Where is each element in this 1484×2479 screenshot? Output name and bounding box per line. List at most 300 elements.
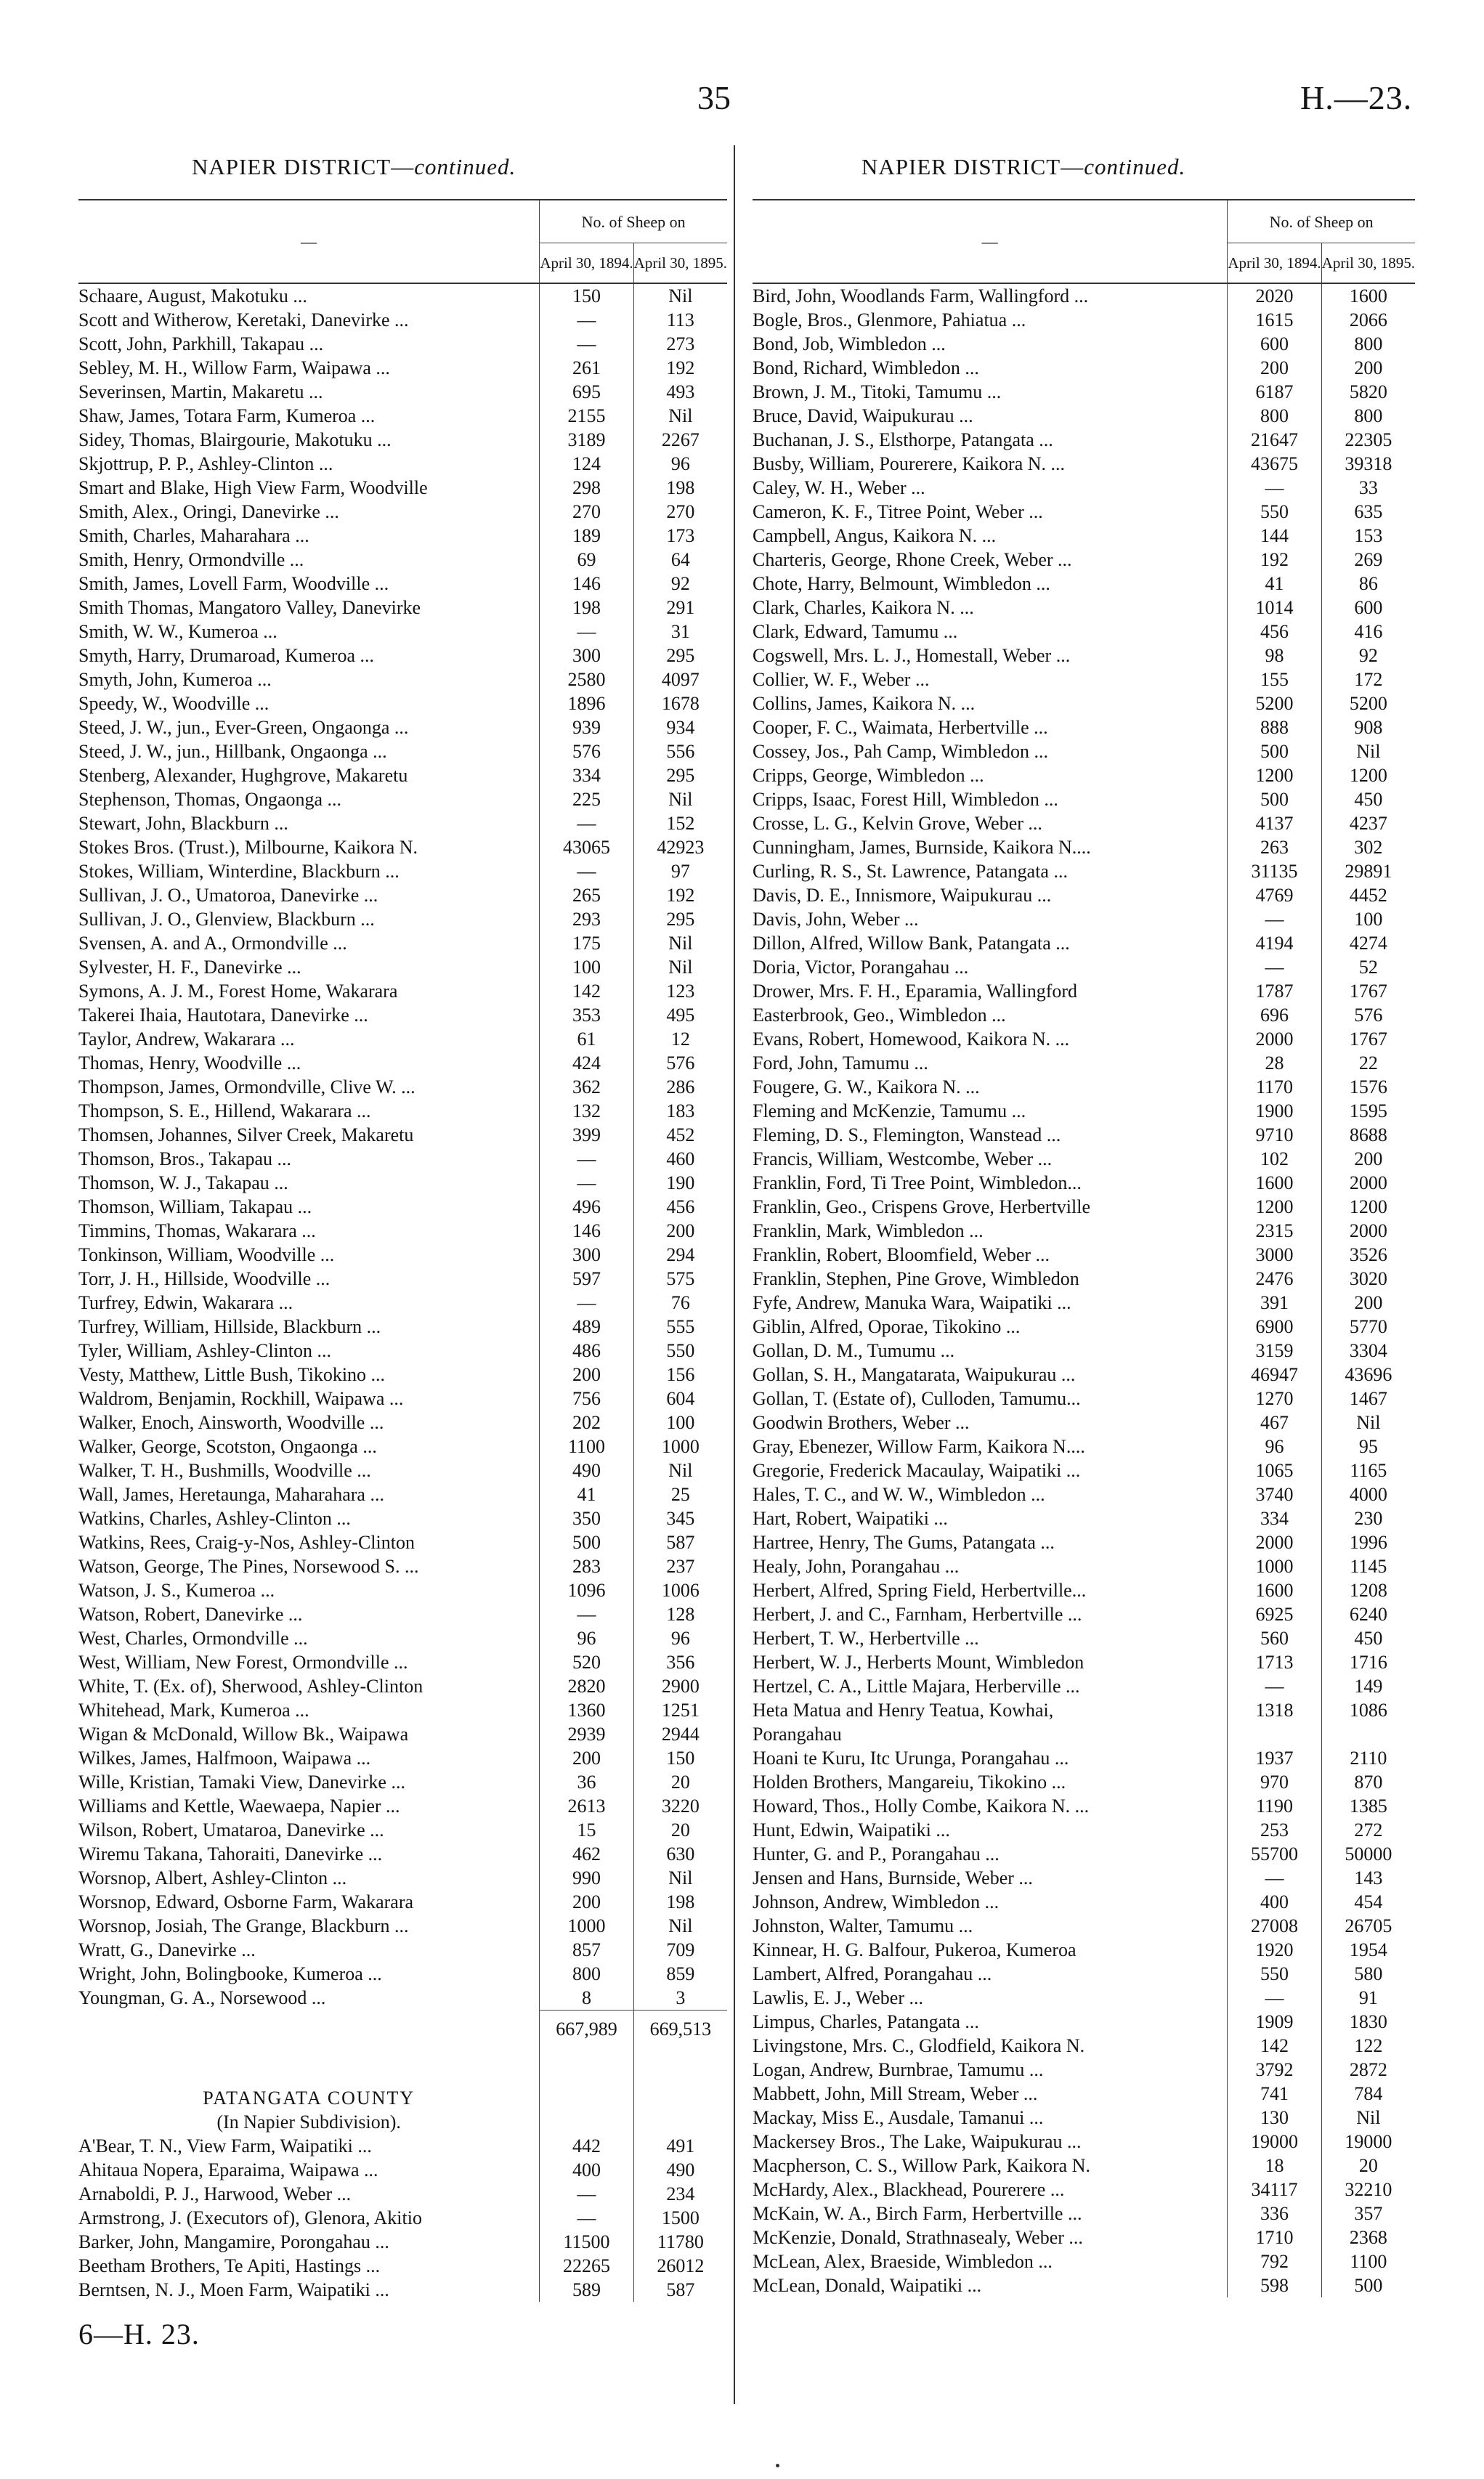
table-row xyxy=(753,1003,1415,1027)
owner-name: Smyth, Harry, Drumaroad, Kumeroa ... xyxy=(78,645,374,666)
table-row xyxy=(753,1578,1415,1602)
table-row xyxy=(753,1626,1415,1650)
owner-name: Gray, Ebenezer, Willow Farm, Kaikora N.... xyxy=(753,1436,1085,1457)
sheep-1894: 1896 xyxy=(540,691,633,715)
table-row xyxy=(78,2158,727,2182)
sheep-1894: 155 xyxy=(1228,668,1321,691)
table-row xyxy=(753,1099,1415,1123)
table-row xyxy=(78,2254,727,2278)
owner-name: Smith, Alex., Oringi, Danevirke ... xyxy=(78,501,339,522)
table-row xyxy=(78,979,727,1003)
owner-name: Turfrey, Edwin, Wakarara ... xyxy=(78,1292,293,1313)
table-row xyxy=(753,596,1415,620)
owner-name: Collins, James, Kaikora N. ... xyxy=(753,693,976,714)
owner-name xyxy=(78,2011,540,2048)
sheep-1894: 100 xyxy=(540,955,633,979)
sheep-1894: 667,989 xyxy=(540,2011,633,2048)
table-row xyxy=(753,1243,1415,1267)
sheep-1895: 92 xyxy=(633,572,727,596)
sheep-1895: 4274 xyxy=(1321,931,1415,955)
owner-name: Worsnop, Josiah, The Grange, Blackburn ... xyxy=(78,1915,409,1936)
sheep-1895: 1954 xyxy=(1321,1938,1415,1962)
table-row xyxy=(78,691,727,715)
table-row xyxy=(78,283,727,308)
table-row xyxy=(78,1411,727,1435)
stray-dot-mark xyxy=(776,2464,779,2467)
owner-name: West, Charles, Ormondville ... xyxy=(78,1628,308,1649)
table-row xyxy=(78,1291,727,1315)
sheep-1895: 2110 xyxy=(1321,1746,1415,1770)
sheep-1895: 42923 xyxy=(633,835,727,859)
owner-name: Bond, Job, Wimbledon ... xyxy=(753,333,946,354)
sheep-1895: 152 xyxy=(633,811,727,835)
sheep-1895: Nil xyxy=(633,1914,727,1938)
table-row xyxy=(78,739,727,763)
sheep-1894: 1000 xyxy=(540,1914,633,1938)
sheep-1894: 5200 xyxy=(1228,691,1321,715)
table-row xyxy=(753,1027,1415,1051)
sheep-1895: 1830 xyxy=(1321,2010,1415,2034)
sheep-1895: 20 xyxy=(633,1818,727,1842)
table-row xyxy=(753,500,1415,524)
table-row xyxy=(78,356,727,380)
table-row xyxy=(753,883,1415,907)
sheep-1894: 500 xyxy=(540,1530,633,1554)
table-row xyxy=(753,1195,1415,1219)
owner-name: West, William, New Forest, Ormondville ... xyxy=(78,1652,408,1673)
table-row xyxy=(78,1866,727,1890)
sheep-1895: 64 xyxy=(633,548,727,572)
sheep-1895: 555 xyxy=(633,1315,727,1339)
sheep-1895: 200 xyxy=(633,1219,727,1243)
page-number: 35 xyxy=(697,79,731,116)
owner-name: Healy, John, Porangahau ... xyxy=(753,1556,960,1577)
owner-name: Ford, John, Tamumu ... xyxy=(753,1052,928,1074)
table-row xyxy=(753,1794,1415,1818)
owner-name: Fleming, D. S., Flemington, Wanstead ... xyxy=(753,1124,1061,1145)
sheep-1895: 1716 xyxy=(1321,1650,1415,1674)
sheep-1895: 934 xyxy=(633,715,727,739)
sheep-1894: 98 xyxy=(1228,644,1321,668)
sheep-1895: 3 xyxy=(633,1986,727,2011)
table-row xyxy=(753,1674,1415,1698)
owner-name: Gollan, T. (Estate of), Culloden, Tamumu... xyxy=(753,1388,1081,1409)
sheep-1895 xyxy=(1321,1722,1415,1746)
owner-name: Mabbett, John, Mill Stream, Weber ... xyxy=(753,2083,1038,2104)
owner-name: Armstrong, J. (Executors of), Glenora, Akitio xyxy=(78,2207,422,2228)
owner-name: Tonkinson, William, Woodville ... xyxy=(78,1244,335,1265)
owner-name: Hart, Robert, Waipatiki ... xyxy=(753,1508,948,1529)
table-row xyxy=(78,1890,727,1914)
sheep-1894: 1170 xyxy=(1228,1075,1321,1099)
sheep-1894: 146 xyxy=(540,1219,633,1243)
sheep-1894: 142 xyxy=(1228,2034,1321,2058)
owner-name: Doria, Victor, Porangahau ... xyxy=(753,957,969,978)
sheep-1894: 200 xyxy=(540,1363,633,1387)
owner-name: Hoani te Kuru, Itc Urunga, Porangahau ... xyxy=(753,1748,1069,1769)
left-column-heading xyxy=(192,154,516,180)
column-divider xyxy=(734,145,735,2404)
sheep-1895: 454 xyxy=(1321,1890,1415,1914)
sheep-1895: 190 xyxy=(633,1171,727,1195)
table-row xyxy=(78,859,727,883)
owner-name: Herbert, J. and C., Farnham, Herbertville ... xyxy=(753,1604,1082,1625)
sheep-1894: 96 xyxy=(540,1626,633,1650)
sheep-1895: 273 xyxy=(633,332,727,356)
owner-name: Cripps, Isaac, Forest Hill, Wimbledon ... xyxy=(753,789,1058,810)
right-heading-continued: continued. xyxy=(1084,154,1186,179)
sheep-1894: — xyxy=(540,308,633,332)
sheep-1894: 336 xyxy=(1228,2202,1321,2226)
april-1894-header: April 30, 1894. xyxy=(540,243,633,284)
table-row xyxy=(78,644,727,668)
sheep-1895: 491 xyxy=(633,2134,727,2158)
sheep-1895: 294 xyxy=(633,1243,727,1267)
sheep-1895: 575 xyxy=(633,1267,727,1291)
sheep-1894: 1270 xyxy=(1228,1387,1321,1411)
owner-name: Skjottrup, P. P., Ashley-Clinton ... xyxy=(78,453,333,474)
owner-name: McLean, Donald, Waipatiki ... xyxy=(753,2275,982,2296)
table-row xyxy=(753,308,1415,332)
sheep-1895: 4237 xyxy=(1321,811,1415,835)
sheep-1894: 334 xyxy=(1228,1506,1321,1530)
table-row xyxy=(753,1698,1415,1722)
table-row xyxy=(78,2278,727,2302)
sheep-1894: 200 xyxy=(540,1746,633,1770)
table-row xyxy=(753,1219,1415,1243)
sheep-1894: 27008 xyxy=(1228,1914,1321,1938)
spacer-cell xyxy=(78,2047,540,2086)
sheep-1894: 36 xyxy=(540,1770,633,1794)
sheep-1895: 26012 xyxy=(633,2254,727,2278)
sheep-1894: — xyxy=(540,2206,633,2230)
sheep-1895: 183 xyxy=(633,1099,727,1123)
table-row xyxy=(78,404,727,428)
sheep-1894: 34117 xyxy=(1228,2178,1321,2202)
sheep-1895: 1385 xyxy=(1321,1794,1415,1818)
owner-name: Dillon, Alfred, Willow Bank, Patangata ... xyxy=(753,933,1070,954)
owner-name: Speedy, W., Woodville ... xyxy=(78,693,269,714)
sheep-1894: — xyxy=(1228,476,1321,500)
table-row xyxy=(753,572,1415,596)
sheep-1895: 3220 xyxy=(633,1794,727,1818)
table-row xyxy=(753,524,1415,548)
owner-name: Lambert, Alfred, Porangahau ... xyxy=(753,1963,992,1984)
table-row xyxy=(753,668,1415,691)
sheep-1894: — xyxy=(1228,1674,1321,1698)
table-row xyxy=(78,931,727,955)
table-row xyxy=(78,1914,727,1938)
table-row xyxy=(78,955,727,979)
sheep-1894: 293 xyxy=(540,907,633,931)
owner-name: Thomsen, Johannes, Silver Creek, Makaretu xyxy=(78,1124,414,1145)
sheep-1894: 263 xyxy=(1228,835,1321,859)
owner-name: Whitehead, Mark, Kumeroa ... xyxy=(78,1700,309,1721)
sheep-1894: 132 xyxy=(540,1099,633,1123)
table-row xyxy=(78,1770,727,1794)
sheep-1894: 939 xyxy=(540,715,633,739)
sheep-1895: 295 xyxy=(633,763,727,787)
owner-name: Stokes, William, Winterdine, Blackburn ... xyxy=(78,861,400,882)
owner-name: Thomson, Bros., Takapau ... xyxy=(78,1148,292,1169)
table-row xyxy=(753,1051,1415,1075)
table-row xyxy=(753,1650,1415,1674)
sheep-1894: 144 xyxy=(1228,524,1321,548)
sheep-1895: 295 xyxy=(633,644,727,668)
owner-name: Drower, Mrs. F. H., Eparamia, Wallingford xyxy=(753,981,1078,1002)
sheep-1894: 202 xyxy=(540,1411,633,1435)
owner-name: Davis, D. E., Innismore, Waipukurau ... xyxy=(753,885,1052,906)
table-row xyxy=(78,476,727,500)
table-row xyxy=(78,2182,727,2206)
owner-name: Bond, Richard, Wimbledon ... xyxy=(753,357,979,378)
sheep-1894: 2939 xyxy=(540,1722,633,1746)
sheep-1895: 113 xyxy=(633,308,727,332)
owner-name: Arnaboldi, P. J., Harwood, Weber ... xyxy=(78,2183,352,2204)
table-row xyxy=(753,380,1415,404)
sheep-1895: 198 xyxy=(633,476,727,500)
sheep-1895: 4097 xyxy=(633,668,727,691)
sheep-1895: 495 xyxy=(633,1003,727,1027)
sheep-1895: 26705 xyxy=(1321,1914,1415,1938)
sheep-1895: 12 xyxy=(633,1027,727,1051)
sheep-1895 xyxy=(633,2110,727,2134)
table-row xyxy=(78,1003,727,1027)
sheep-1895: 270 xyxy=(633,500,727,524)
sheep-1894: 362 xyxy=(540,1075,633,1099)
sheep-1894: 270 xyxy=(540,500,633,524)
owner-name: Scott and Witherow, Keretaki, Danevirke ... xyxy=(78,309,409,330)
april-1894-header: April 30, 1894. xyxy=(1228,243,1321,284)
sheep-1895: 31 xyxy=(633,620,727,644)
table-row xyxy=(78,548,727,572)
sheep-1895: 128 xyxy=(633,1602,727,1626)
owner-name: Stokes Bros. (Trust.), Milbourne, Kaikora N. xyxy=(78,837,418,858)
table-row xyxy=(78,428,727,452)
sheep-1894: 2476 xyxy=(1228,1267,1321,1291)
left-heading-continued: continued. xyxy=(414,154,516,179)
owner-name: Thomson, William, Takapau ... xyxy=(78,1196,312,1217)
sheep-1894: 2580 xyxy=(540,668,633,691)
sheep-1894: — xyxy=(1228,1866,1321,1890)
owner-name: Franklin, Ford, Ti Tree Point, Wimbledon... xyxy=(753,1172,1082,1193)
sheep-1894: 21647 xyxy=(1228,428,1321,452)
sheep-1895: 1100 xyxy=(1321,2249,1415,2273)
owner-name: Charteris, George, Rhone Creek, Weber ... xyxy=(753,549,1072,570)
sheep-1894: — xyxy=(540,859,633,883)
sheep-1894 xyxy=(540,2086,633,2110)
sheep-1894: 800 xyxy=(1228,404,1321,428)
table-row xyxy=(78,2206,727,2230)
table-row xyxy=(753,1506,1415,1530)
owner-name: Watson, J. S., Kumeroa ... xyxy=(78,1580,275,1601)
owner-name: Howard, Thos., Holly Combe, Kaikora N. ... xyxy=(753,1796,1090,1817)
name-column-header: — xyxy=(753,200,1228,283)
sheep-1894: 424 xyxy=(540,1051,633,1075)
sheep-1894: 3740 xyxy=(1228,1482,1321,1506)
table-row xyxy=(78,835,727,859)
owner-name: Watson, Robert, Danevirke ... xyxy=(78,1604,303,1625)
sheep-1895: 1145 xyxy=(1321,1554,1415,1578)
sheep-1894: 19000 xyxy=(1228,2130,1321,2154)
sheep-1895: 172 xyxy=(1321,668,1415,691)
sheep-1894: 391 xyxy=(1228,1291,1321,1315)
table-row xyxy=(78,1339,727,1363)
table-row xyxy=(753,1458,1415,1482)
sheep-1894: 589 xyxy=(540,2278,633,2302)
table-row xyxy=(78,1554,727,1578)
sheep-1895: 576 xyxy=(633,1051,727,1075)
sheep-1894: 43675 xyxy=(1228,452,1321,476)
table-row xyxy=(78,668,727,691)
sheep-1894: — xyxy=(540,1602,633,1626)
sheep-1894: 102 xyxy=(1228,1147,1321,1171)
sheep-1895: 295 xyxy=(633,907,727,931)
owner-name: Torr, J. H., Hillside, Woodville ... xyxy=(78,1268,331,1289)
sheep-1895: 2872 xyxy=(1321,2058,1415,2082)
table-row xyxy=(753,428,1415,452)
sheep-1894: 1600 xyxy=(1228,1171,1321,1195)
sheep-1894: 4769 xyxy=(1228,883,1321,907)
left-heading-title: NAPIER DISTRICT— xyxy=(192,154,415,179)
table-row xyxy=(753,332,1415,356)
owner-name: Smith, Charles, Maharahara ... xyxy=(78,525,309,546)
sheep-1894: 46947 xyxy=(1228,1363,1321,1387)
table-row xyxy=(753,715,1415,739)
sheep-1894: 888 xyxy=(1228,715,1321,739)
sheep-1894: 970 xyxy=(1228,1770,1321,1794)
table-row xyxy=(753,1147,1415,1171)
table-row xyxy=(78,1315,727,1339)
table-row xyxy=(78,308,727,332)
owner-name: Porangahau xyxy=(753,1724,842,1745)
owner-name: Takerei Ihaia, Hautotara, Danevirke ... xyxy=(78,1005,368,1026)
table-row xyxy=(78,1147,727,1171)
owner-name: Wille, Kristian, Tamaki View, Danevirke ... xyxy=(78,1772,405,1793)
owner-name: Thompson, S. E., Hillend, Wakarara ... xyxy=(78,1100,371,1121)
sheep-1894: 400 xyxy=(1228,1890,1321,1914)
sheep-1895: 1595 xyxy=(1321,1099,1415,1123)
owner-name: Clark, Charles, Kaikora N. ... xyxy=(753,597,974,618)
owner-name: Smyth, John, Kumeroa ... xyxy=(78,669,272,690)
sheep-1895: 2900 xyxy=(633,1674,727,1698)
table-row xyxy=(753,2082,1415,2106)
table-row xyxy=(78,596,727,620)
table-row xyxy=(753,1291,1415,1315)
sheep-1895: 2066 xyxy=(1321,308,1415,332)
sheep-1895: 11780 xyxy=(633,2230,727,2254)
owner-name: Thomas, Henry, Woodville ... xyxy=(78,1052,301,1074)
sheep-1894: 265 xyxy=(540,883,633,907)
sheep-1895: 291 xyxy=(633,596,727,620)
owner-name: Barker, John, Mangamire, Porongahau ... xyxy=(78,2231,389,2252)
sheep-1894: 741 xyxy=(1228,2082,1321,2106)
sheep-1895: 450 xyxy=(1321,787,1415,811)
table-row xyxy=(753,1746,1415,1770)
sheep-1895: 97 xyxy=(633,859,727,883)
table-row xyxy=(78,1195,727,1219)
table-row xyxy=(753,404,1415,428)
sheep-1895: 8688 xyxy=(1321,1123,1415,1147)
sheep-1894: — xyxy=(540,1291,633,1315)
sheep-1894: 467 xyxy=(1228,1411,1321,1435)
sheep-1894: 1360 xyxy=(540,1698,633,1722)
owner-name: Franklin, Geo., Crispens Grove, Herbertville xyxy=(753,1196,1091,1217)
sheep-1895: 356 xyxy=(633,1650,727,1674)
owner-name: Worsnop, Albert, Ashley-Clinton ... xyxy=(78,1867,347,1888)
sheep-1894: 550 xyxy=(1228,500,1321,524)
table-row xyxy=(78,1458,727,1482)
table-row xyxy=(78,572,727,596)
sheep-1894: 4194 xyxy=(1228,931,1321,955)
sheep-1895: 149 xyxy=(1321,1674,1415,1698)
table-row xyxy=(753,1315,1415,1339)
sheep-1894: 1787 xyxy=(1228,979,1321,1003)
sheep-1895: 19000 xyxy=(1321,2130,1415,2154)
sheep-1895: 2944 xyxy=(633,1722,727,1746)
table-row xyxy=(78,1123,727,1147)
sheep-1895: 100 xyxy=(633,1411,727,1435)
owner-name: Gollan, S. H., Mangatarata, Waipukurau ... xyxy=(753,1364,1076,1385)
sheep-1895: 156 xyxy=(633,1363,727,1387)
owner-name: Wratt, G., Danevirke ... xyxy=(78,1939,256,1960)
owner-name: Chote, Harry, Belmount, Wimbledon ... xyxy=(753,573,1050,594)
sheep-1894: 1200 xyxy=(1228,1195,1321,1219)
sheep-1895: 576 xyxy=(1321,1003,1415,1027)
sheep-1894: 11500 xyxy=(540,2230,633,2254)
sheep-1894: 61 xyxy=(540,1027,633,1051)
sheep-1895: 96 xyxy=(633,1626,727,1650)
sheep-1894: 22265 xyxy=(540,2254,633,2278)
sheep-1895: 100 xyxy=(1321,907,1415,931)
owner-name: Gregorie, Frederick Macaulay, Waipatiki ... xyxy=(753,1460,1081,1481)
owner-name: Watkins, Charles, Ashley-Clinton ... xyxy=(78,1508,351,1529)
sheep-1894: 41 xyxy=(1228,572,1321,596)
sheep-1894: 598 xyxy=(1228,2273,1321,2297)
sheep-1895: 490 xyxy=(633,2158,727,2182)
owner-name: Davis, John, Weber ... xyxy=(753,909,919,930)
sheep-1894: 1100 xyxy=(540,1435,633,1458)
sheep-1895: 22 xyxy=(1321,1051,1415,1075)
table-row xyxy=(753,2202,1415,2226)
table-row xyxy=(78,1722,727,1746)
sheep-1894: 597 xyxy=(540,1267,633,1291)
table-row xyxy=(753,835,1415,859)
table-row xyxy=(753,1818,1415,1842)
owner-name: Smart and Blake, High View Farm, Woodville xyxy=(78,477,428,498)
table-row xyxy=(753,979,1415,1003)
table-row xyxy=(78,452,727,476)
sheep-1895: 452 xyxy=(633,1123,727,1147)
owner-name: Taylor, Andrew, Wakarara ... xyxy=(78,1028,295,1050)
sheep-1894: 2020 xyxy=(1228,283,1321,308)
table-row xyxy=(78,1794,727,1818)
sheep-1895: 153 xyxy=(1321,524,1415,548)
sheep-1894: 500 xyxy=(1228,739,1321,763)
sheep-1895: 669,513 xyxy=(633,2011,727,2048)
sheep-1894: 1920 xyxy=(1228,1938,1321,1962)
owner-name: Mackay, Miss E., Ausdale, Tamanui ... xyxy=(753,2107,1044,2128)
owner-name: Wall, James, Heretaunga, Maharahara ... xyxy=(78,1484,384,1505)
table-row xyxy=(753,644,1415,668)
sheep-1894: 1096 xyxy=(540,1578,633,1602)
sheep-1895: 234 xyxy=(633,2182,727,2206)
sheep-1894: 576 xyxy=(540,739,633,763)
owner-name: Wilson, Robert, Umataroa, Danevirke ... xyxy=(78,1819,384,1841)
owner-name: Jensen and Hans, Burnside, Weber ... xyxy=(753,1867,1033,1888)
sheep-1895: 302 xyxy=(1321,835,1415,859)
sheep-1895: 86 xyxy=(1321,572,1415,596)
